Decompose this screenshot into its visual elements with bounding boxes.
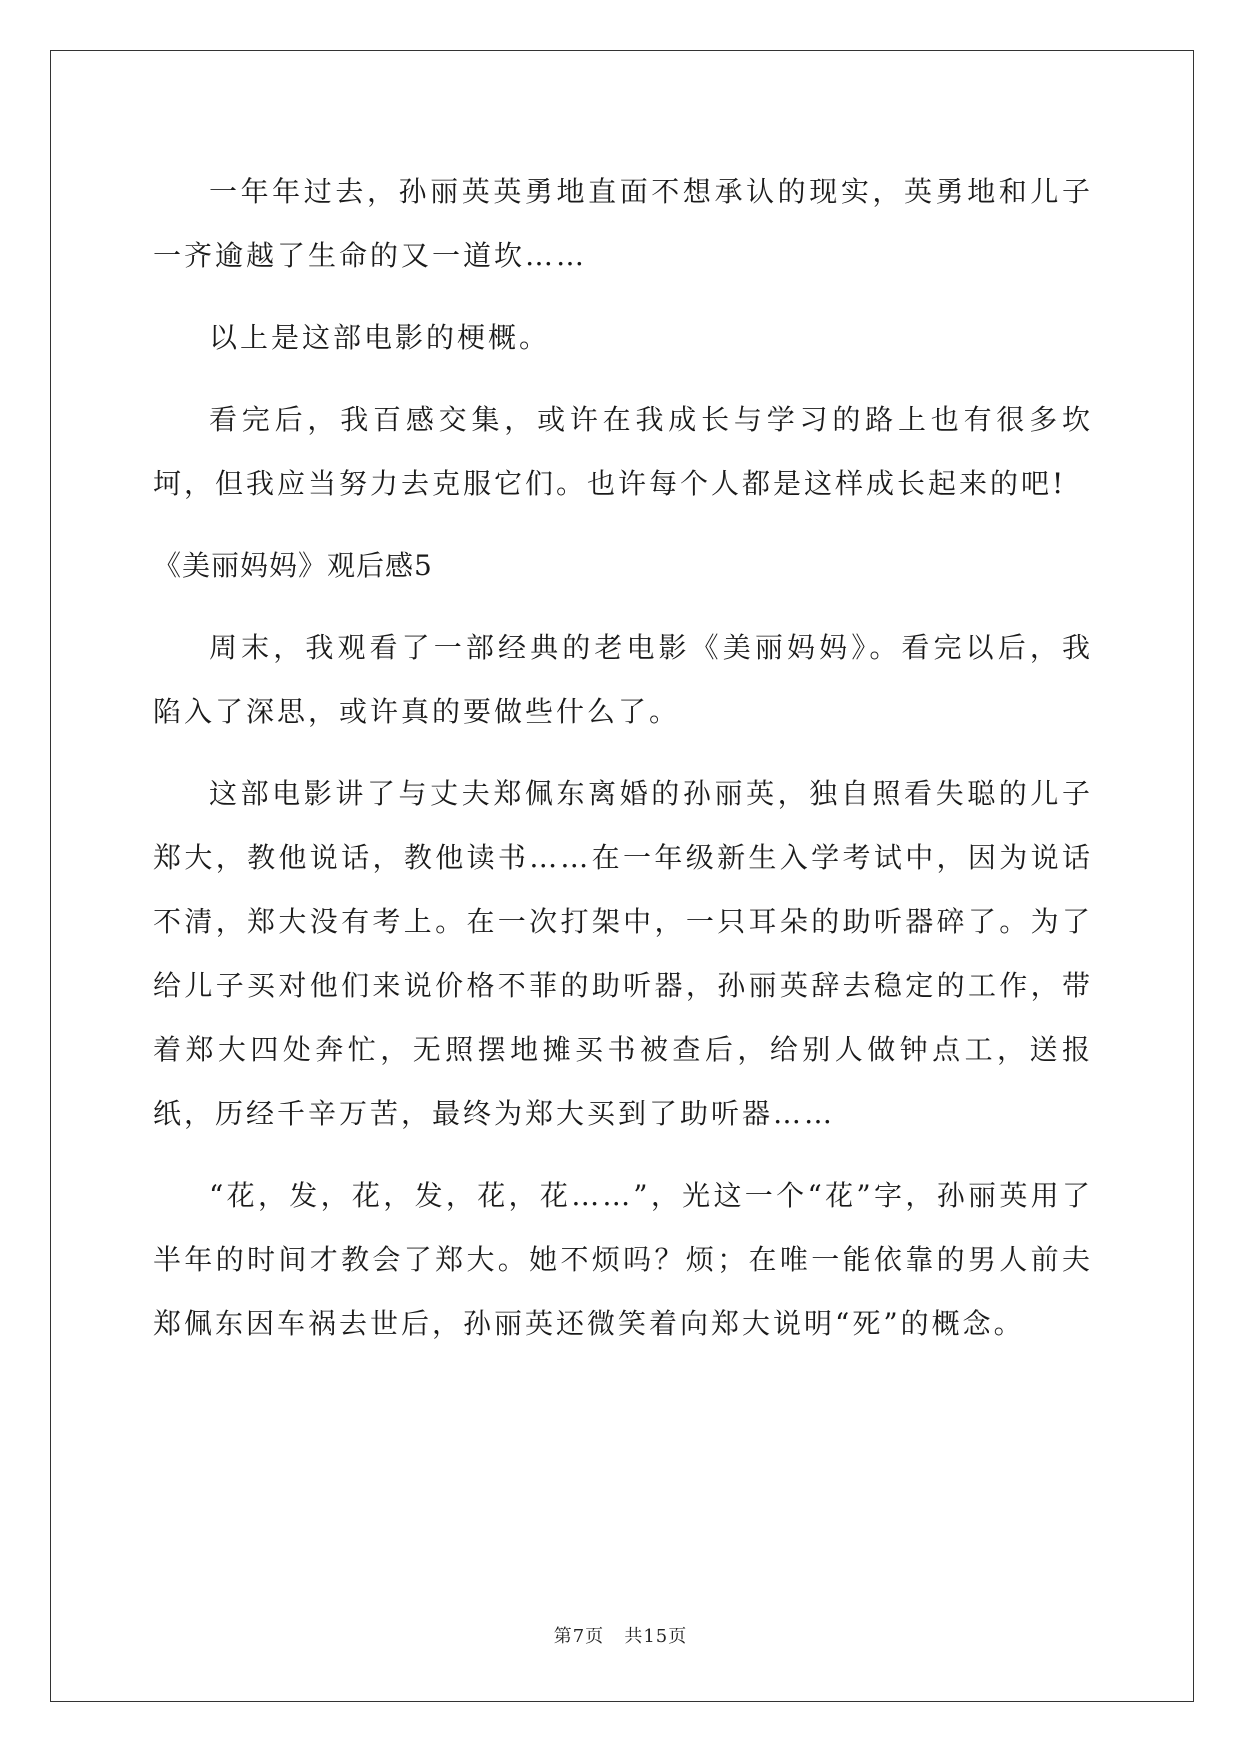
document-body <box>153 160 1093 1374</box>
paragraph: 看完后，我百感交集，或许在我成长与学习的路上也有很多坎坷，但我应当努力去克服它们。也许每个人都是这样成长起来的吧! <box>153 403 1093 500</box>
page-total: 共15页 <box>624 1626 688 1647</box>
paragraph: “花，发，花，发，花，花……”，光这一个“花”字，孙丽英用了半年的时间才教会了郑大。她不烦吗？烦；在唯一能依靠的男人前夫郑佩东因车祸去世后，孙丽英还微笑着向郑大说明“死”的概念。 <box>153 1179 1093 1340</box>
paragraph: 以上是这部电影的梗概。 <box>209 321 551 354</box>
paragraph: 这部电影讲了与丈夫郑佩东离婚的孙丽英，独自照看失聪的儿子郑大，教他说话，教他读书……在一年级新生入学考试中，因为说话不清，郑大没有考上。在一次打架中，一只耳朵的助听器碎了。为了给儿子买对他们来说价格不菲的助听器，孙丽英辞去稳定的工作，带着郑大四处奔忙，无照摆地摊买书被查后，给别人做钟点工，送报纸，历经千辛万苦，最终为郑大买到了助听器…… <box>153 777 1093 1130</box>
section-heading: 《美丽妈妈》观后感5 <box>153 549 433 582</box>
page-number: 第7页 <box>553 1626 605 1647</box>
paragraph: 周末，我观看了一部经典的老电影《美丽妈妈》。看完以后，我陷入了深思，或许真的要做些什么了。 <box>153 631 1093 728</box>
paragraph: 一年年过去，孙丽英英勇地直面不想承认的现实，英勇地和儿子一齐逾越了生命的又一道坎…… <box>153 175 1093 272</box>
page-footer <box>0 1622 1241 1648</box>
